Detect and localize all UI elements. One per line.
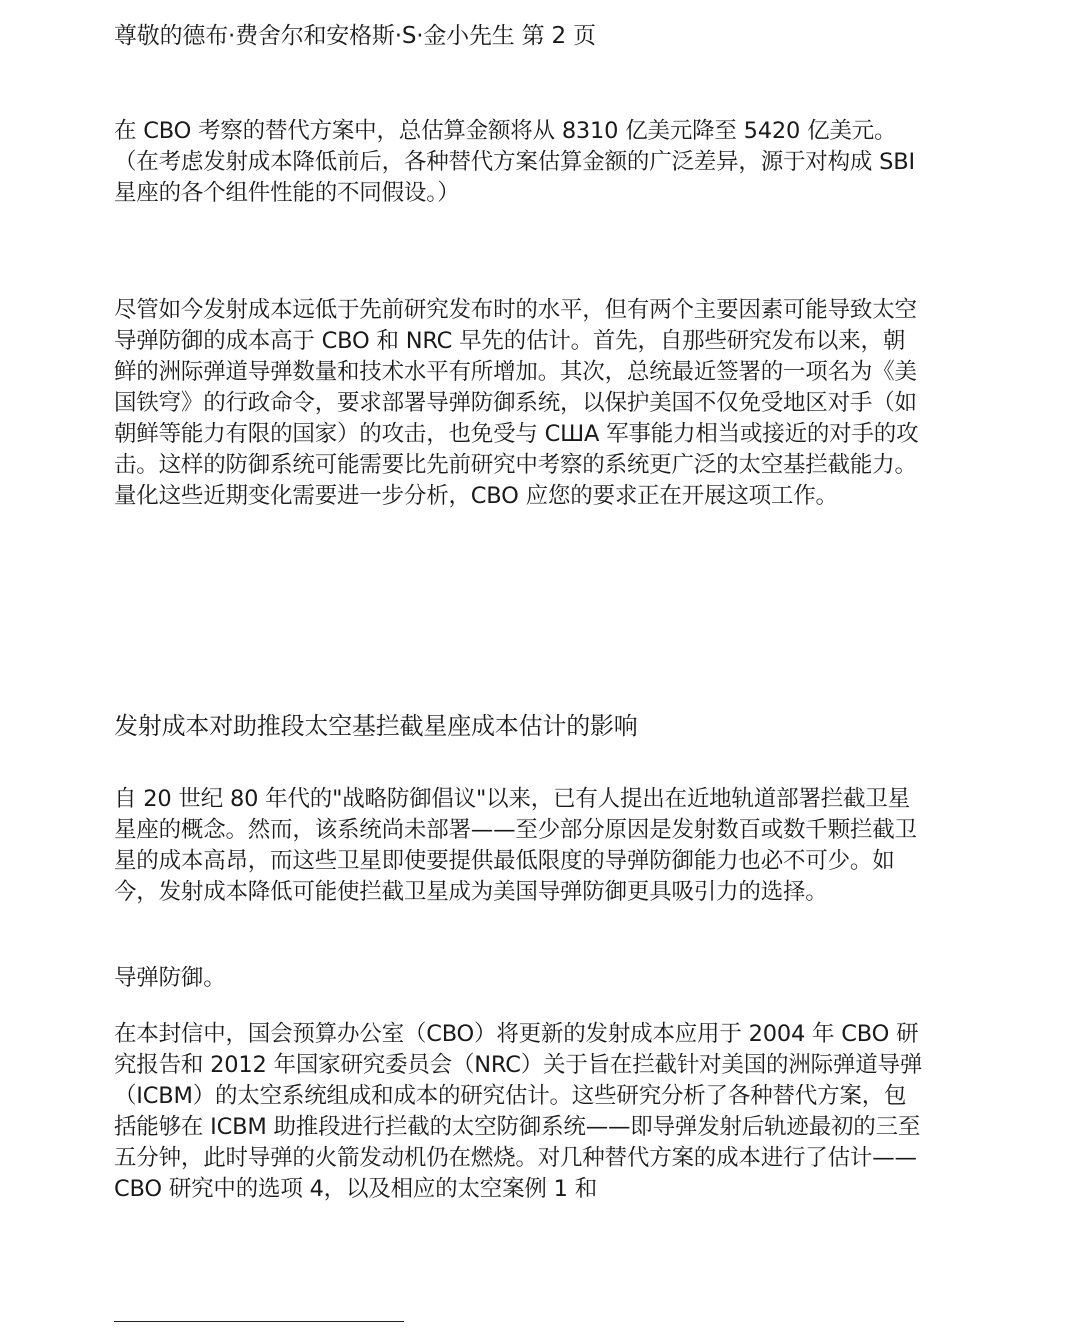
paragraph-sdi-history: 自 20 世纪 80 年代的"战略防御倡议"以来，已有人提出在近地轨道部署拦截卫星星座的概念。然而，该系统尚未部署——至少部分原因是发射数百或数千颗拦截卫星的成本高昂，而这些卫星即使要提供最低限度的导弹防御能力也必不可少。如今，发射成本降低可能使拦截卫星成为美国导弹防御更具吸引力的选择。 <box>114 786 917 905</box>
paragraph-cbo-study: 在本封信中，国会预算办公室（CBO）将更新的发射成本应用于 2004 年 CBO 研究报告和 2012 年国家研究委员会（NRC）关于旨在拦截针对美国的洲际弹道导弹（ICBM）的太空系统组成和成本的研究估计。这些研究分析了各种替代方案，包括能够在 ICBM 助推段进行拦截的太空防御系统——即导弹发射后轨迹最初的三至五分钟，此时导弹的火箭发动机仍在燃烧。对几种替代方案的成本进行了估计——CBO 研究中的选项 4，以及相应的太空案例 1 和 <box>114 1021 923 1202</box>
paragraph-cost-range: 在 CBO 考察的替代方案中，总估算金额将从 8310 亿美元降至 5420 亿美元。（在考虑发射成本降低前后，各种替代方案估算金额的广泛差异，源于对构成 SBI 星座的各个组件性能的不同假设。） <box>114 118 915 206</box>
running-header: 尊敬的德布·费舍尔和安格斯·S·金小先生 第 2 页 <box>114 23 596 49</box>
section-heading: 发射成本对助推段太空基拦截星座成本估计的影响 <box>114 712 638 740</box>
footnote-divider <box>114 1321 404 1322</box>
paragraph-cost-factors: 尽管如今发射成本远低于先前研究发布时的水平，但有两个主要因素可能导致太空导弹防御的成本高于 CBO 和 NRC 早先的估计。首先，自那些研究发布以来，朝鲜的洲际弹道导弹数量和技术水平有所增加。其次，总统最近签署的一项名为《美国铁穹》的行政命令，要求部署导弹防御系统，以保护美国不仅免受地区对手（如朝鲜等能力有限的国家）的攻击，也免受与 CША 军事能力相当或接近的对手的攻击。这样的防御系统可能需要比先前研究中考察的系统更广泛的太空基拦截能力。量化这些近期变化需要进一步分析，CBO 应您的要求正在开展这项工作。 <box>114 297 919 509</box>
paragraph-missile-defense: 导弹防御。 <box>114 965 226 991</box>
